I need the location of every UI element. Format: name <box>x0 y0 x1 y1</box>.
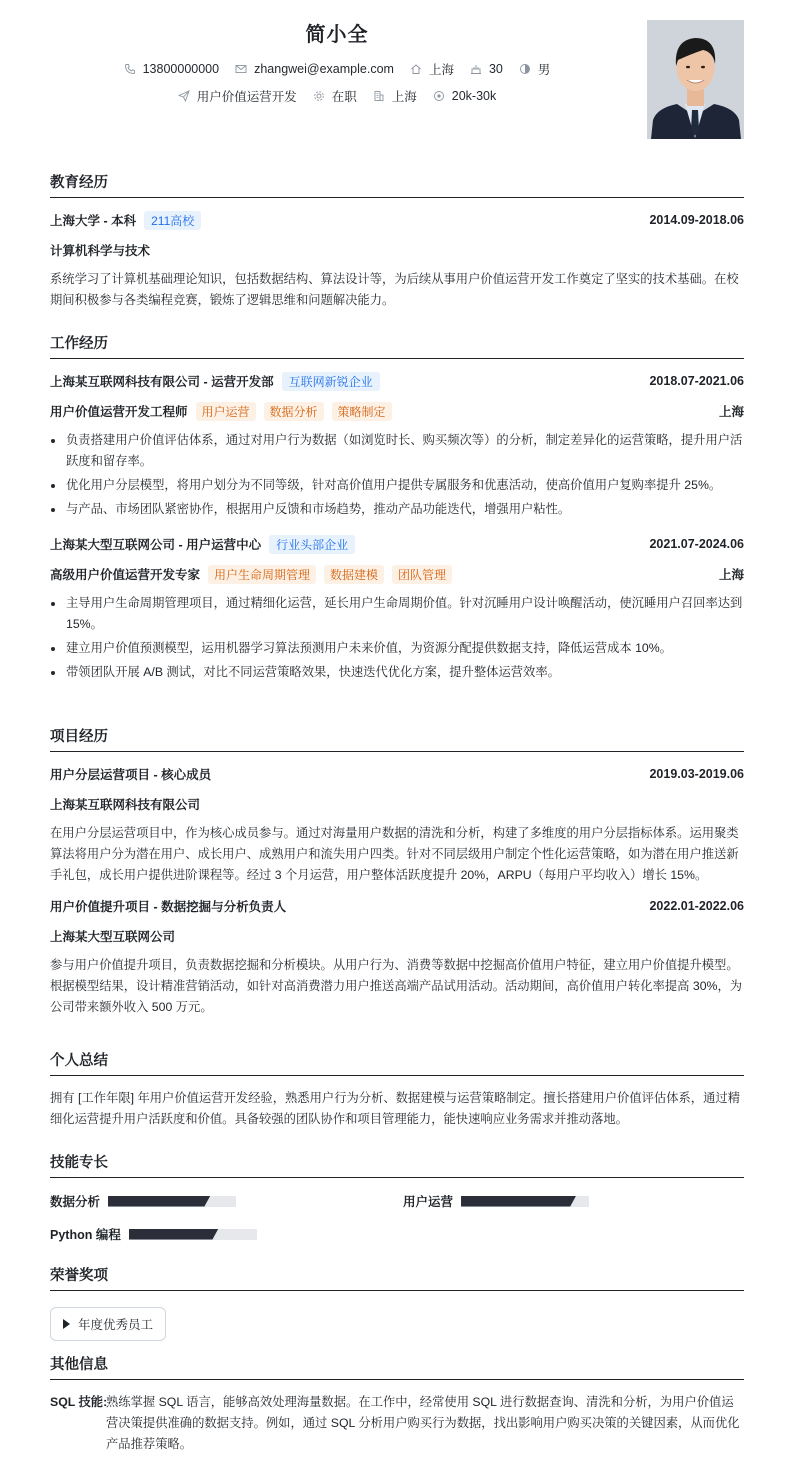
project-header-row <box>50 764 744 784</box>
skill-name: 用户运营 <box>403 1195 454 1209</box>
work-company-row <box>50 371 744 391</box>
skill-tag: 用户运营 <box>196 402 256 421</box>
skill-item <box>403 1192 589 1210</box>
skills-title: 技能专长 <box>50 1151 744 1178</box>
skill-tag: 数据分析 <box>264 402 324 421</box>
school-name: 上海大学 - 本科 <box>50 214 137 228</box>
contact-row-2 <box>50 87 624 105</box>
project-company-row <box>50 926 744 946</box>
education-date: 2014.09-2018.06 <box>649 213 744 227</box>
other-label: SQL 技能: <box>50 1395 108 1409</box>
phone-item <box>124 62 219 76</box>
skill-name: 数据分析 <box>50 1195 101 1209</box>
award-item[interactable] <box>50 1307 166 1341</box>
email-item <box>235 62 394 76</box>
city-text: 上海 <box>428 63 454 77</box>
resume-page <box>50 0 744 1451</box>
project-item <box>50 896 744 1018</box>
summary-title: 个人总结 <box>50 1049 744 1076</box>
other-item <box>50 1392 744 1455</box>
work-date: 2018.07-2021.06 <box>649 374 744 388</box>
projects-section <box>50 725 744 1018</box>
work-item <box>50 371 744 520</box>
other-section <box>50 1353 744 1455</box>
send-icon <box>178 90 190 102</box>
skill-bar <box>129 1229 257 1240</box>
skill-tag: 策略制定 <box>332 402 392 421</box>
position-name: 用户价值运营开发工程师 <box>50 405 188 419</box>
salary-text: 20k-30k <box>451 89 497 103</box>
major-name: 计算机科学与技术 <box>50 244 151 258</box>
work-position-row <box>50 564 744 584</box>
awards-section <box>50 1264 744 1341</box>
project-header-row <box>50 896 744 916</box>
work-bullet: 带领团队开展 A/B 测试，对比不同运营策略效果，快速迭代优化方案，提升整体运营效率。 <box>50 662 744 683</box>
work-item <box>50 534 744 683</box>
education-header-row <box>50 210 744 230</box>
project-company-row <box>50 794 744 814</box>
project-name: 用户价值提升项目 - 数据挖掘与分析负责人 <box>50 900 287 914</box>
company-name: 上海某大型互联网公司 - 用户运营中心 <box>50 538 262 552</box>
project-desc: 在用户分层运营项目中，作为核心成员参与。通过对海量用户数据的清洗和分析，构建了多维度的用户分层指标体系。运用聚类算法将用户分为潜在用户、成长用户、成熟用户和流失用户四类。针对不同层级用户制定个性化运营策略，如为潜在用户推送新手礼包，成长用户提供进阶课程等。经过 3 个月运营，用户整体活跃度提升 20%，ARPU（每用户平均收入）增长 15%。 <box>50 826 739 882</box>
project-name: 用户分层运营项目 - 核心成员 <box>50 768 212 782</box>
education-desc: 系统学习了计算机基础理论知识，包括数据结构、算法设计等，为后续从事用户价值运营开发工作奠定了坚实的技术基础。在校期间积极参与各类编程竞赛，锻炼了逻辑思维和问题解决能力。 <box>50 272 739 307</box>
company-tag: 互联网新锐企业 <box>282 372 380 391</box>
phone-text: 13800000000 <box>142 62 220 76</box>
gender-text: 男 <box>537 63 551 77</box>
work-bullets <box>50 430 744 520</box>
work-city: 上海 <box>718 405 744 419</box>
gear-icon <box>313 90 325 102</box>
project-desc: 参与用户价值提升项目，负责数据挖掘和分析模块。从用户行为、消费等数据中挖掘高价值用户特征，建立用户价值提升模型。根据模型结果，设计精准营销活动，如针对高消费潜力用户推送高端产品试用活动。活动期间，高价值用户转化率提高 30%，为公司带来额外收入 500 万元。 <box>50 958 743 1014</box>
job-target-item <box>178 87 297 105</box>
project-date: 2022.01-2022.06 <box>649 899 744 913</box>
summary-section <box>50 1049 744 1130</box>
skill-item <box>50 1192 236 1210</box>
skill-bar <box>461 1196 589 1207</box>
work-section <box>50 332 744 686</box>
work-date: 2021.07-2024.06 <box>649 537 744 551</box>
salary-item <box>433 89 496 103</box>
age-item <box>470 62 503 76</box>
project-company: 上海某大型互联网公司 <box>50 930 176 944</box>
triangle-right-icon <box>63 1319 70 1329</box>
skill-tag: 数据建模 <box>324 565 384 584</box>
awards-title: 荣誉奖项 <box>50 1264 744 1291</box>
work-city: 上海 <box>718 568 744 582</box>
summary-text: 拥有 [工作年限] 年用户价值运营开发经验，熟悉用户行为分析、数据建模与运营策略制定。擅长搭建用户价值评估体系，通过精细化运营提升用户活跃度和价值。具备较强的团队协作和项目管理能力，能快速响应业务需求并推动落地。 <box>50 1091 740 1126</box>
skill-bar-fill <box>461 1196 576 1207</box>
gender-item <box>519 60 551 78</box>
work-bullet: 主导用户生命周期管理项目，通过精细化运营，延长用户生命周期价值。针对沉睡用户设计唤醒活动，使沉睡用户召回率达到 15%。 <box>50 593 744 635</box>
work-bullet: 与产品、市场团队紧密协作，根据用户反馈和市场趋势，推动产品功能迭代，增强用户粘性。 <box>50 499 744 520</box>
project-item <box>50 764 744 886</box>
skill-bar-fill <box>108 1196 210 1207</box>
major-row <box>50 240 744 260</box>
skill-bar <box>108 1196 236 1207</box>
project-date: 2019.03-2019.06 <box>649 767 744 781</box>
target-city-text: 上海 <box>391 90 417 104</box>
company-tag: 行业头部企业 <box>269 535 355 554</box>
award-text: 年度优秀员工 <box>78 1318 154 1332</box>
skills-section <box>50 1151 744 1256</box>
email-text: zhangwei@example.com <box>254 62 394 76</box>
coin-icon <box>433 90 445 102</box>
skill-tag: 用户生命周期管理 <box>208 565 316 584</box>
other-title: 其他信息 <box>50 1353 744 1380</box>
work-title: 工作经历 <box>50 332 744 359</box>
work-bullets <box>50 593 744 683</box>
status-text: 在职 <box>331 90 357 104</box>
skill-name: Python 编程 <box>50 1228 121 1242</box>
position-name: 高级用户价值运营开发专家 <box>50 568 201 582</box>
work-position-row <box>50 401 744 421</box>
work-bullet: 负责搭建用户价值评估体系，通过对用户行为数据（如浏览时长、购买频次等）的分析，制定差异化的运营策略，提升用户活跃度和留存率。 <box>50 430 744 472</box>
cake-icon <box>470 63 482 75</box>
city-item <box>410 60 454 78</box>
skill-item <box>50 1225 257 1243</box>
age-text: 30 <box>488 62 503 76</box>
building-icon <box>373 90 385 102</box>
home-icon <box>410 63 422 75</box>
mail-icon <box>235 63 247 75</box>
project-company: 上海某互联网科技有限公司 <box>50 798 201 812</box>
resume-header <box>50 0 744 158</box>
skills-list <box>50 1190 744 1256</box>
work-bullet: 优化用户分层模型，将用户划分为不同等级，针对高价值用户提供专属服务和优惠活动，使高价值用户复购率提升 25%。 <box>50 475 744 496</box>
candidate-name: 简小全 <box>305 24 369 46</box>
school-tag: 211高校 <box>144 211 201 230</box>
work-company-row <box>50 534 744 554</box>
skill-bar-fill <box>129 1229 219 1240</box>
phone-icon <box>124 63 136 75</box>
target-city-item <box>373 87 417 105</box>
gender-icon <box>519 63 531 75</box>
status-item <box>313 87 357 105</box>
education-title: 教育经历 <box>50 171 744 198</box>
other-text: 熟练掌握 SQL 语言，能够高效处理海量数据。在工作中，经常使用 SQL 进行数据查询、清洗和分析，为用户价值运营决策提供准确的数据支持。例如，通过 SQL 分析用户购买行为数据，找出影响用户购买决策的关键因素，从而优化产品推荐策略。 <box>106 1395 740 1451</box>
contact-row-1 <box>50 60 624 78</box>
education-section <box>50 171 744 311</box>
skill-tag: 团队管理 <box>392 565 452 584</box>
work-bullet: 建立用户价值预测模型，运用机器学习算法预测用户未来价值，为资源分配提供数据支持，降低运营成本 10%。 <box>50 638 744 659</box>
projects-title: 项目经历 <box>50 725 744 752</box>
company-name: 上海某互联网科技有限公司 - 运营开发部 <box>50 375 274 389</box>
profile-photo <box>647 20 744 139</box>
job-target-text: 用户价值运营开发 <box>196 90 297 104</box>
